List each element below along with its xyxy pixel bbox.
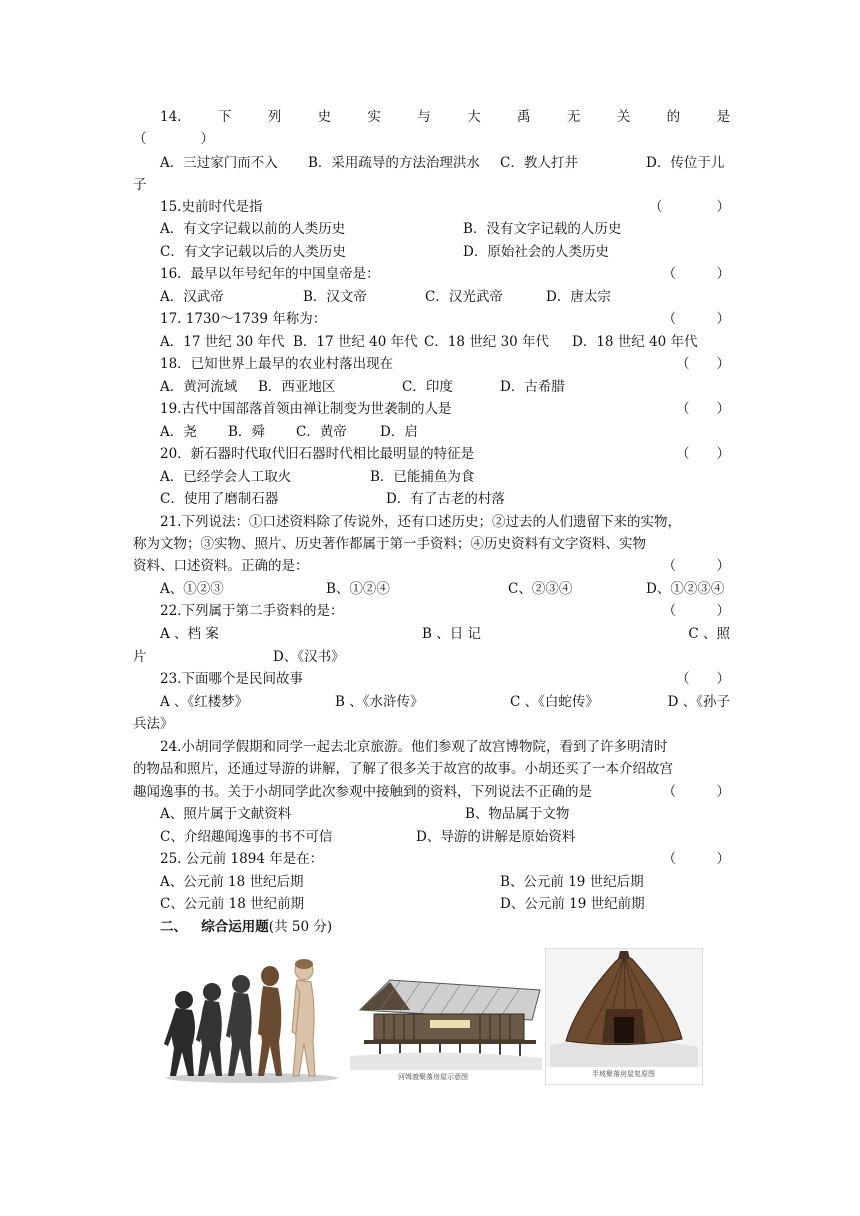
option-d: D．有了古老的村落	[386, 491, 505, 507]
option-a: A．尧	[160, 424, 197, 440]
section-title: 综合运用题	[201, 919, 269, 935]
round-hut-image	[545, 948, 703, 1085]
question-20-stem	[160, 443, 730, 465]
answer-blank: （ ）	[662, 311, 730, 327]
q14-char: 是	[716, 109, 730, 125]
question-text: 17. 1730～1739 年称为：	[160, 311, 327, 327]
option-a: A．黄河流域	[160, 379, 238, 395]
option-d: D．传位于儿	[646, 155, 725, 171]
section-heading	[160, 916, 730, 938]
answer-blank: （ ）	[676, 356, 730, 372]
question-text: 趣闻逸事的书。关于小胡同学此次参观中接触到的资料，下列说法不正确的是	[133, 784, 592, 800]
q14-char: 的	[666, 109, 681, 125]
option-d: D、①②③④	[646, 581, 725, 597]
question-text: 的物品和照片，还通过导游的讲解，了解了很多关于故宫的故事。小胡还买了一本介绍故宫	[133, 761, 673, 777]
question-25-options-2	[160, 893, 730, 915]
option-c: C、②③④	[508, 581, 573, 597]
question-18-stem	[160, 353, 730, 375]
option-a: A．汉武帝	[160, 289, 224, 305]
q14-char: 与	[417, 109, 431, 125]
question-23-wrap	[133, 713, 730, 735]
section-number: 二、	[160, 919, 187, 935]
question-text: 23.下面哪个是民间故事	[160, 671, 303, 687]
option-wrap	[133, 174, 730, 196]
question-16-stem	[160, 263, 730, 285]
question-text: 资料、口述资料。正确的是：	[133, 558, 309, 574]
option-c: C．黄帝	[296, 424, 347, 440]
question-25-stem	[160, 848, 730, 870]
question-22-stem	[160, 600, 730, 622]
question-24-options-2	[160, 826, 730, 848]
q14-char: 关	[616, 109, 631, 125]
question-19-options	[160, 421, 730, 443]
option-c: C．使用了磨制石器	[160, 491, 279, 507]
option-b: B．舜	[228, 424, 265, 440]
option-b: B．采用疏导的方法治理洪水	[308, 155, 480, 171]
question-23-options	[160, 691, 730, 713]
question-21-stem	[160, 511, 730, 533]
question-21-line3	[133, 555, 730, 577]
question-16-options	[160, 286, 730, 308]
option-b: B 、日 记	[422, 626, 482, 642]
option-a: A．有文字记载以前的人类历史	[160, 221, 346, 237]
option-d: D．原始社会的人类历史	[463, 244, 609, 260]
question-25-options	[160, 871, 730, 893]
option-a: A．三过家门而不入	[160, 155, 278, 171]
q14-char: 实	[367, 109, 381, 125]
option-b: B 、《水浒传》	[335, 694, 424, 710]
answer-blank: （ ）	[662, 266, 730, 282]
option-d: D、《汉书》	[273, 649, 345, 665]
answer-blank: （ ）	[649, 199, 730, 215]
option-c: C．有文字记载以后的人类历史	[160, 244, 346, 260]
question-text: 20．新石器时代取代旧石器时代相比最明显的特征是	[160, 446, 475, 462]
option-d: D 、《孙子	[667, 694, 730, 710]
option-c: C．教人打井	[500, 155, 578, 171]
question-15-options	[160, 218, 730, 240]
option-b: B．没有文字记载的人历史	[463, 221, 622, 237]
section-score: (共 50 分)	[268, 919, 333, 935]
question-21-options	[160, 578, 730, 600]
question-text: 22.下列属于第二手资料的是：	[160, 603, 344, 619]
option-c: C．18 世纪 30 年代	[424, 334, 550, 350]
question-18-options	[160, 376, 730, 398]
question-14-text	[160, 106, 730, 128]
question-14-stem	[160, 106, 730, 128]
option-wrap-text: 兵法》	[133, 716, 174, 732]
option-d: D．启	[380, 424, 418, 440]
answer-blank: （ ）	[662, 784, 730, 800]
question-17-stem	[160, 308, 730, 330]
answer-blank: （ ）	[133, 131, 214, 147]
question-24-stem	[160, 736, 730, 758]
stilt-house-image	[350, 970, 542, 1086]
question-21-line2	[133, 533, 730, 555]
question-text: 21.下列说法：①口述资料除了传说外，还有口述历史；②过去的人们遗留下来的实物，	[160, 514, 681, 530]
option-wrap-text: 子	[133, 177, 147, 193]
question-text: 24.小胡同学假期和同学一起去北京旅游。他们参观了故宫博物院，看到了许多明清时	[160, 739, 668, 755]
question-text: 称为文物；③实物、照片、历史著作都属于第一手资料；④历史资料有文字资料、实物	[133, 536, 646, 552]
question-20-options-2	[160, 488, 730, 510]
question-15-options-2	[160, 241, 730, 263]
q14-char: 禹	[517, 109, 531, 125]
option-a: A、①②③	[160, 581, 224, 597]
question-22-wrap	[133, 646, 730, 668]
option-d: D．18 世纪 40 年代	[572, 334, 698, 350]
option-c: C 、《白蛇传》	[510, 694, 599, 710]
question-17-options	[160, 331, 730, 353]
image-caption: 河姆渡聚落房屋示意图	[398, 1073, 468, 1081]
question-24-line2	[133, 758, 730, 780]
option-a: A．17 世纪 30 年代	[160, 334, 285, 350]
question-14-options	[160, 152, 730, 174]
answer-paren	[133, 128, 730, 150]
answer-blank: （ ）	[676, 401, 730, 417]
q14-char: 大	[467, 109, 481, 125]
option-wrap-text: 片	[133, 649, 147, 665]
option-a: A．已经学会人工取火	[160, 469, 292, 485]
option-c: C．印度	[402, 379, 453, 395]
question-24-options	[160, 803, 730, 825]
option-b: B、物品属于文物	[465, 806, 570, 822]
option-b: B、①②④	[326, 581, 390, 597]
option-b: B．17 世纪 40 年代	[293, 334, 418, 350]
option-c: C 、照	[688, 626, 730, 642]
question-text: 15.史前时代是指	[160, 199, 263, 215]
q14-char: 14.	[160, 109, 182, 125]
answer-blank: （ ）	[676, 671, 730, 687]
question-19-stem	[160, 398, 730, 420]
option-b: B．已能捕鱼为食	[370, 469, 475, 485]
option-d: D．唐太宗	[546, 289, 611, 305]
option-d: D、导游的讲解是原始资料	[416, 829, 576, 845]
option-a: A 、《红楼梦》	[160, 694, 249, 710]
question-text: 25. 公元前 1894 年是在：	[160, 851, 324, 867]
option-c: C、公元前 18 世纪前期	[160, 896, 305, 912]
question-22-options	[160, 623, 730, 645]
answer-blank: （ ）	[676, 446, 730, 462]
q14-char: 列	[267, 109, 282, 125]
question-text: 16．最早以年号纪年的中国皇帝是：	[160, 266, 380, 282]
option-d: D、公元前 19 世纪前期	[500, 896, 645, 912]
option-a: A、照片属于文献资料	[160, 806, 292, 822]
option-a: A 、档 案	[160, 626, 219, 642]
answer-blank: （ ）	[662, 851, 730, 867]
option-c: C．汉光武帝	[425, 289, 503, 305]
q14-char: 下	[217, 109, 232, 125]
question-text: 19.古代中国部落首领由禅让制变为世袭制的人是	[160, 401, 452, 417]
option-a: A、公元前 18 世纪后期	[160, 874, 304, 890]
option-b: B．汉文帝	[303, 289, 367, 305]
question-24-line3	[133, 781, 730, 803]
option-b: B．西亚地区	[258, 379, 336, 395]
human-evolution-image	[162, 948, 340, 1086]
image-caption: 半坡聚落房屋复原图	[592, 1070, 655, 1078]
option-b: B、公元前 19 世纪后期	[500, 874, 644, 890]
answer-blank: （ ）	[662, 558, 730, 574]
question-20-options	[160, 466, 730, 488]
question-text: 18．已知世界上最早的农业村落出现在	[160, 356, 394, 372]
option-d: D．古希腊	[500, 379, 565, 395]
answer-blank: （ ）	[662, 603, 730, 619]
q14-char: 无	[566, 109, 581, 125]
option-c: C、介绍趣闻逸事的书不可信	[160, 829, 333, 845]
question-15-stem	[160, 196, 730, 218]
q14-char: 史	[317, 109, 332, 125]
question-23-stem	[160, 668, 730, 690]
